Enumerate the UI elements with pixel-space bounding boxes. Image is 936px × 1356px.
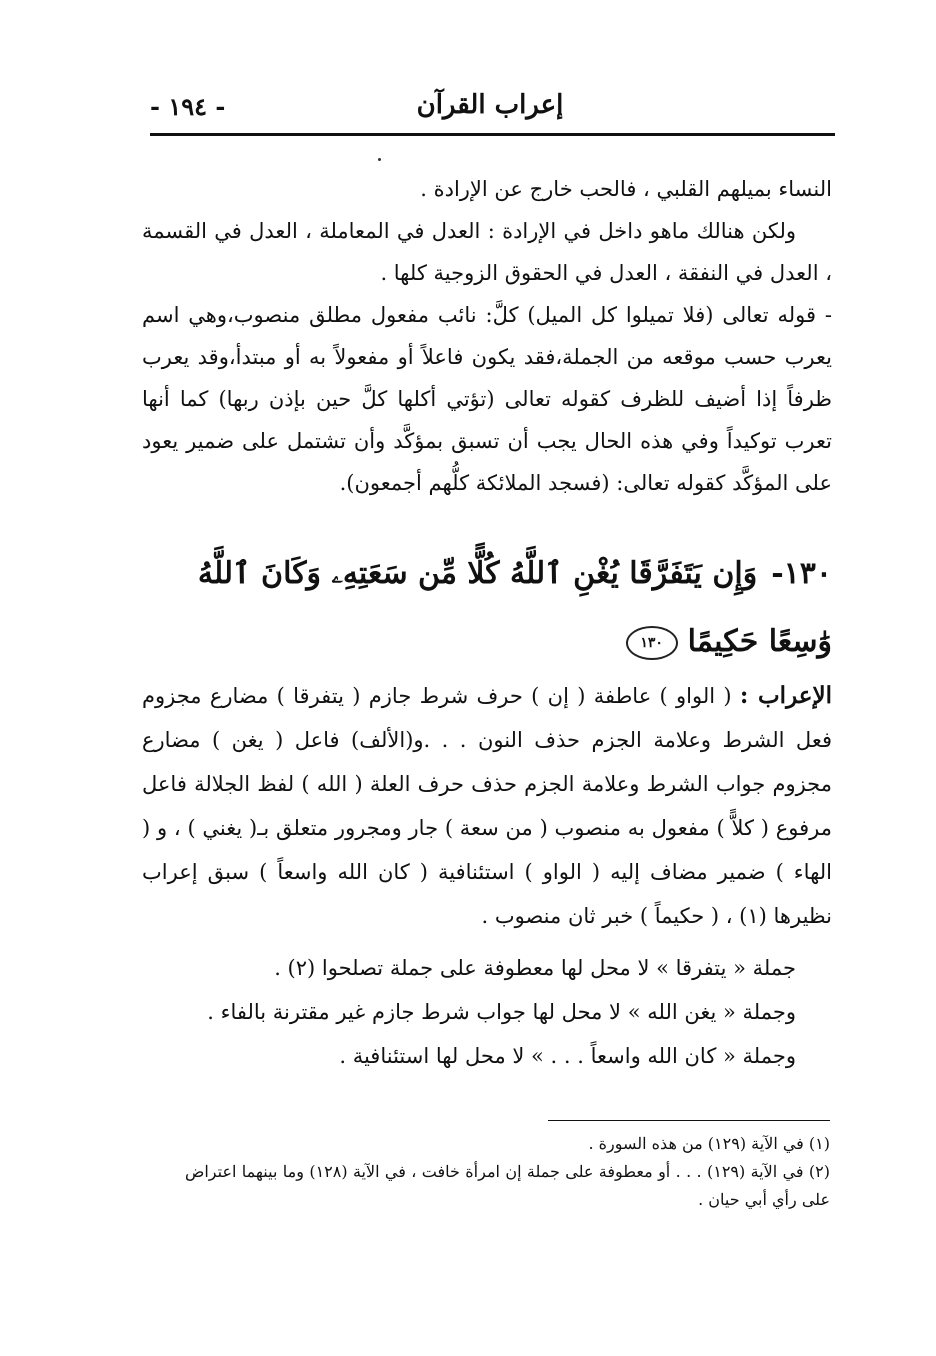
quran-verse [142,540,832,676]
verse-text: وَإِن يَتَفَرَّقَا يُغْنِ ٱللَّهُ كُلًّا مِّن سَعَتِهِۦ وَكَانَ ٱللَّهُ وَٰسِعًا حَكِيمًا [197,556,832,659]
footnote-2: (٢) في الآية (١٢٩) . . . أو معطوفة على جملة إن امرأة خافت ، في الآية (١٢٨) وما بينهما اعتراض على رأي أبي حيان . [185,1162,831,1209]
verse-number: ١٣٠- [771,556,832,591]
header-rule [150,133,835,136]
sentence-line: وجملة « يغن الله » لا محل لها جواب شرط جازم غير مقترنة بالفاء . [207,1000,796,1024]
running-title: إعراب القرآن [416,90,564,120]
irab-section [142,674,832,938]
page-number: - ١٩٤ - [150,92,226,121]
footnote-1: (١) في الآية (١٢٩) من هذه السورة . [588,1134,830,1153]
sentence-line: وجملة « كان الله واسعاً . . . » لا محل لها استئنافية . [339,1044,796,1068]
footnotes [185,1130,830,1214]
sentence-line: جملة « يتفرقا » لا محل لها معطوفة على جملة تصلحوا (٢) . [274,956,796,980]
paragraph-2: ولكن هنالك ماهو داخل في الإرادة : العدل في المعاملة ، العدل في القسمة ، العدل في النفقة ، العدل في الحقوق الزوجية كلها . [142,219,832,285]
footnote-separator [548,1120,830,1121]
body-text [142,168,832,504]
ayah-end-marker: ١٣٠ [626,626,678,660]
irab-label: الإعراب : [739,682,832,709]
paragraph-3: - قوله تعالى (فلا تميلوا كل الميل) كلَّ: نائب مفعول مطلق منصوب،وهي اسم يعرب حسب موقعه من الجملة،فقد يكون فاعلاً أو مفعولاً به أو مبتدأ،وقد يعرب ظرفاً إذا أضيف للظرف كقوله تعالى (تؤتي أكلها كلَّ حين بإذن ربها) كما أنها تعرب توكيداً وفي هذه الحال يجب أن تسبق بمؤكَّد وأن تشتمل على ضمير يعود على المؤكَّد كقوله تعالى: (فسجد الملائكة كلُّهم أجمعون). [142,303,832,495]
irab-paragraph [142,674,832,938]
paragraph-1: النساء بميلهم القلبي ، فالحب خارج عن الإرادة . [420,177,832,201]
page-header [150,88,830,128]
sentence-analysis [142,946,832,1078]
irab-text: ( الواو ) عاطفة ( إن ) حرف شرط جازم ( يتفرقا ) مضارع مجزوم فعل الشرط وعلامة الجزم حذف النون . . .و(الألف) فاعل ( يغن ) مضارع مجزوم جواب الشرط وعلامة الجزم حذف حرف العلة ( الله ) لفظ الجلالة فاعل مرفوع ( كلاًّ ) مفعول به منصوب ( من سعة ) جار ومجرور متعلق بـ( يغني ) ، و ( الهاء ) ضمير مضاف إليه ( الواو ) استئنافية ( كان الله واسعاً ) سبق إعراب نظيرها (١) ، ( حكيماً ) خبر ثان منصوب . [142,684,832,928]
stray-dot [378,158,381,161]
